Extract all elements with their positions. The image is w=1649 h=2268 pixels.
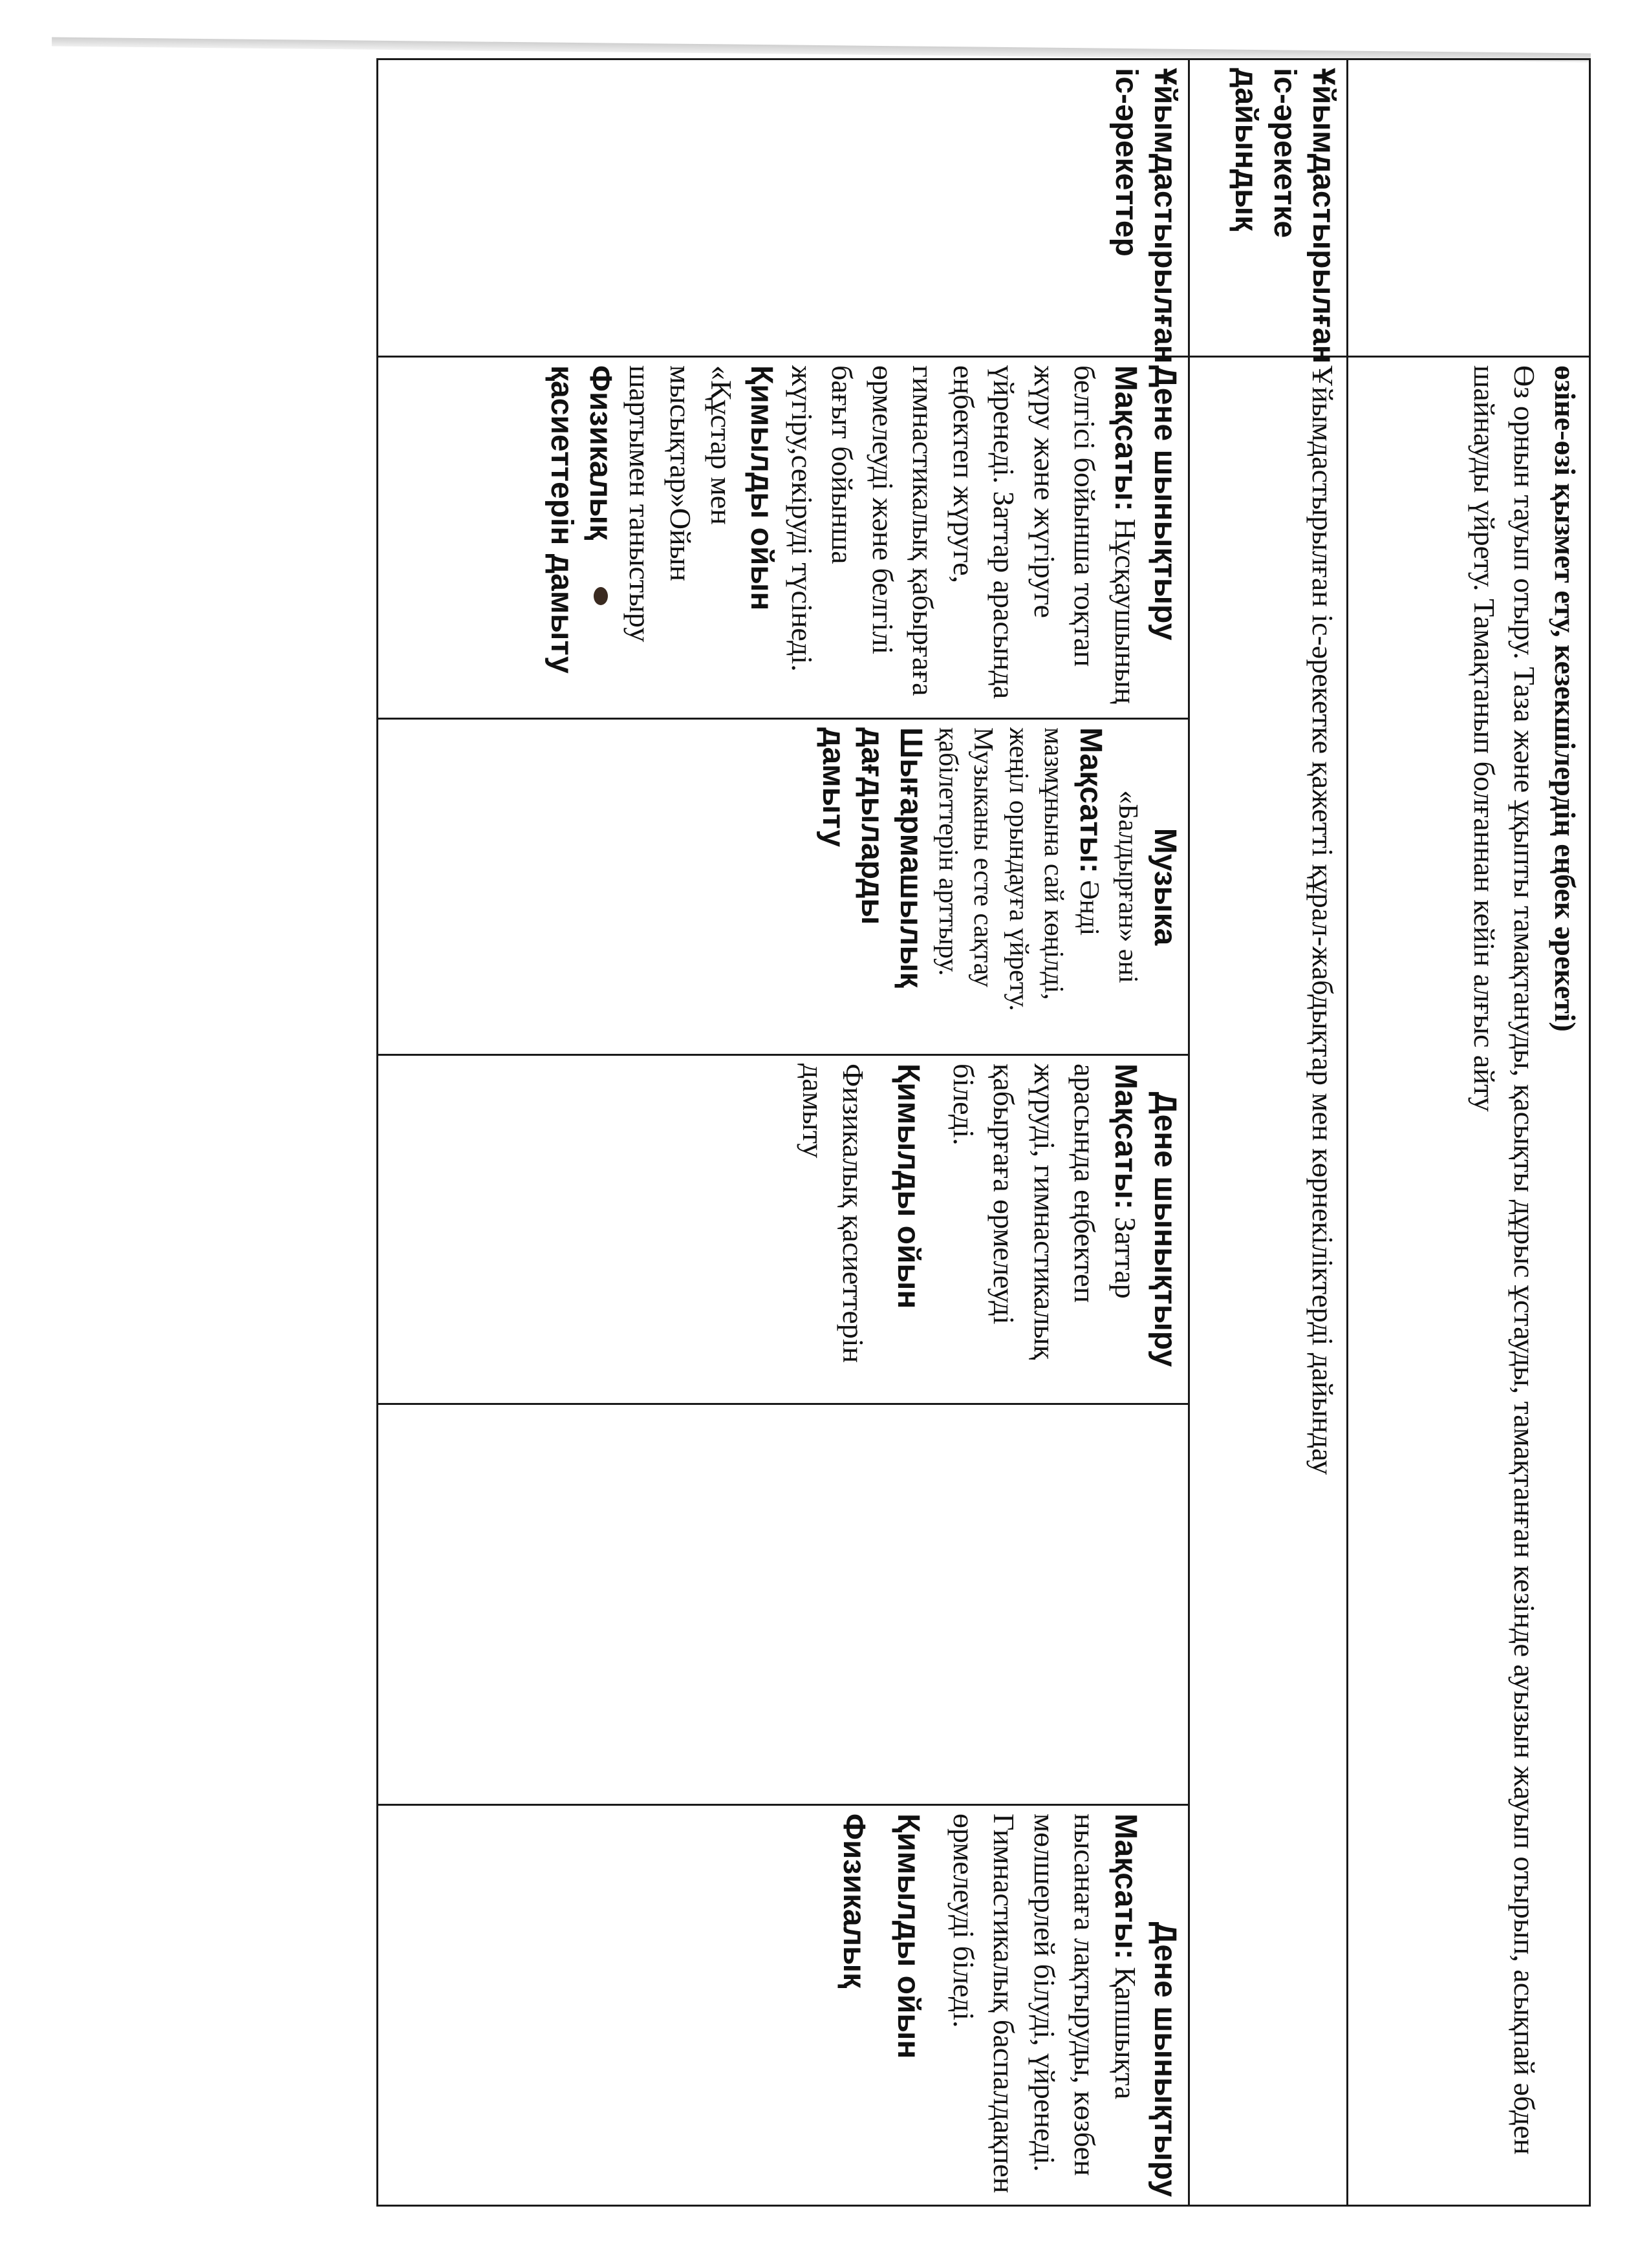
activity-3-title: Дене шынықтыру [1148,1091,1182,1367]
table-row-activities [378,59,1189,2206]
activity-2-song: «Балдырған» әні [1113,790,1143,983]
goal-label: Мақсаты: [1108,1813,1143,1960]
schedule-table [376,58,1591,2207]
activity-1-goal [781,365,1145,710]
activity-2-goal [930,727,1110,1046]
goal-text: Әнді мазмұнына сай көңілді, жеңіл орындауға үйрету. Музыканы есте сақтау қабілеттерін арттыру. [932,727,1105,1011]
goal-text: Нұсқаушының белгісі бойынша тоқтап жүру және жүгіруге үйренеді. Заттар арасында еңбектеп жүруге, гимнастикалық қабырғаға өрмелеуді және белгілі бағыт бойынша жүгіру,секіруді түсінеді. [785,365,1142,704]
row-label-activities: Ұйымдастырылған іс-әрекеттер [378,59,1189,357]
activity-5-game: Қимылды ойын [891,1813,926,2059]
activity-1-dev: Физикалық қасиеттерін дамыту [544,365,618,674]
activity-2-dev: Шығармашылық дағдыларды дамыту [816,727,929,988]
activity-3-goal [943,1064,1145,1395]
game-label: Қимылды ойын [744,365,779,611]
goal-text: Қапшықта нысанаға лақтыруды, көзбен мөлшерлей білуді, үйренеді. Гимнастикалық баспалдақпен өрмелеуді біледі. [947,1813,1142,2194]
goal-label: Мақсаты: [1073,727,1108,873]
goal-label: Мақсаты: [1108,365,1143,511]
activity-col-5 [378,1805,1189,2206]
meals-title: өзіне-өзі қызмет ету, кезекшілердің еңбек әрекеті) [1549,365,1582,1032]
activity-col-1 [378,357,1189,719]
meals-cell [1348,357,1590,2206]
rotated-document-page [168,58,1591,2205]
row-label-empty [1348,59,1590,357]
goal-text: Заттар арасында еңбектеп жүруді, гимнастикалық қабырғаға өрмелеуді біледі. [947,1064,1142,1360]
activity-col-3 [378,1055,1189,1404]
table-row-meals [1348,59,1590,2206]
activity-2-title: Музыка [1148,828,1182,946]
activity-col-2 [378,719,1189,1055]
table-row-preparation [1189,59,1348,2206]
activity-1-game [620,365,781,710]
activity-col-4-empty [378,1404,1189,1805]
ink-blot [594,587,608,605]
activity-1-title: Дене шынықтыру [1148,365,1182,641]
meals-text: Өз орнын тауып отыру. Таза және ұқыпты тамақтануды, қасықты дұрыс ұстауды, тамақтанған кезінде ауызын жауып отырып, асықпай әбден шайнауды үйрету. Тамақтанып болғаннан кейін алғыс айту [1467,365,1542,2155]
activity-3-game: Қимылды ойын [891,1064,926,1309]
activity-5-title: Дене шынықтыру [1148,1921,1182,2198]
activity-5-dev: Физикалық [837,1813,872,1989]
activity-5-goal [943,1813,1145,2197]
goal-label: Мақсаты: [1108,1064,1143,1210]
row-label-preparation: Ұйымдастырылған іс-әрекетке дайындық [1189,59,1348,357]
preparation-text: Ұйымдастырылған іс-әрекетке қажетті құрал-жабдықтар мен көрнекіліктерді дайындау [1189,357,1348,2206]
game-text: «Құстар мен мысықтар»Ойын шартымен таныстыру [623,365,738,643]
activity-3-dev: Физикалық қасиеттерін дамыту [796,1064,870,1364]
